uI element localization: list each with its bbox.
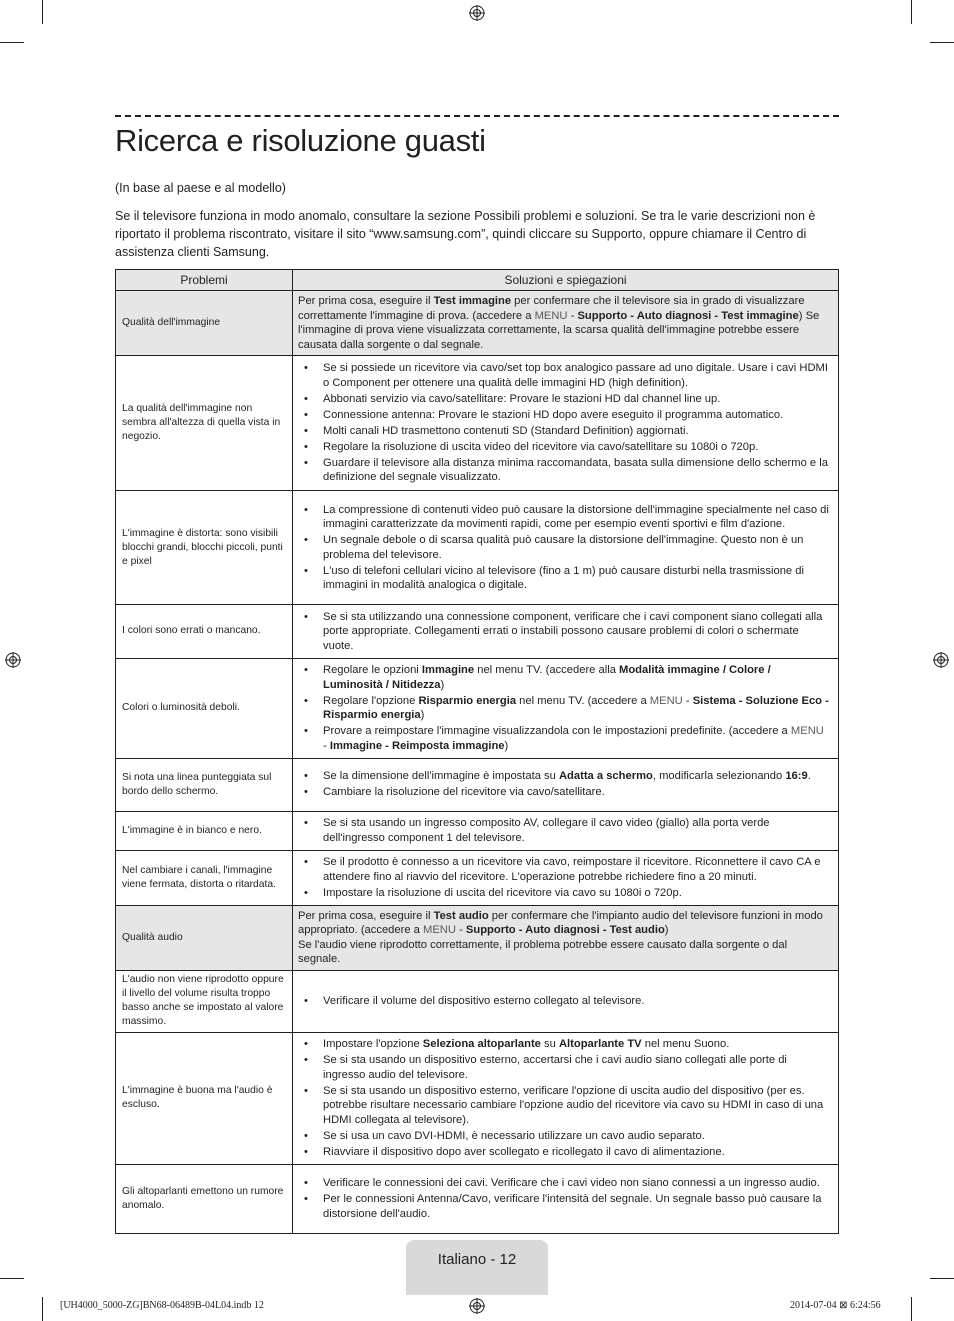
header-solutions: Soluzioni e spiegazioni xyxy=(293,270,839,291)
text-run: ) xyxy=(420,709,425,721)
table-row xyxy=(116,1164,839,1233)
text-run: Verificare le connessioni dei cavi. Verificare che i cavi video non siano connessi a un ingresso audio. xyxy=(323,1177,820,1189)
text-run: Impostare la risoluzione di uscita del ricevitore via cavo su 1080i o 720p. xyxy=(323,886,682,899)
crop-mark xyxy=(930,42,954,43)
text-run: Regolare le opzioni xyxy=(323,664,422,676)
text-run: Se si sta usando un ingresso composito AV, collegare il cavo video (giallo) alla porta verde dell'ingresso component 1 del televisore. xyxy=(323,817,770,844)
bold-term: Immagine xyxy=(421,664,475,676)
registration-mark-icon xyxy=(5,652,21,668)
text-run: nel menu TV. (accedere a xyxy=(516,694,650,707)
text-run: per confermare che l'impianto audio del televisore funzioni in modo appropriato. (accedere a xyxy=(298,909,823,936)
solution-item xyxy=(298,564,830,593)
solution-cell xyxy=(293,658,839,758)
text-run: , modificarla selezionando xyxy=(652,770,786,783)
problem-cell: L'immagine è in bianco e nero. xyxy=(116,811,293,850)
table-body xyxy=(116,291,839,1234)
bold-term: Supporto - Auto diagnosi - Test audio xyxy=(465,924,665,936)
table-row xyxy=(116,291,839,356)
table-row xyxy=(116,356,839,491)
solution-item xyxy=(298,663,830,692)
title-divider xyxy=(115,115,839,117)
availability-note: (In base al paese e al modello) xyxy=(115,181,286,195)
text-run: - xyxy=(682,694,693,707)
crop-mark xyxy=(911,0,912,24)
text-run: ) xyxy=(664,924,669,936)
crop-mark xyxy=(42,0,43,24)
bold-term: Adatta a schermo xyxy=(558,770,653,783)
crop-mark xyxy=(930,1278,954,1279)
solution-list xyxy=(298,855,830,900)
solution-item xyxy=(298,1192,830,1221)
problem-cell: Qualità dell'immagine xyxy=(116,291,293,356)
bold-term: Seleziona altoparlante xyxy=(422,1038,541,1050)
text-run: Se la dimensione dell'immagine è impostata su xyxy=(323,770,559,783)
registration-mark-icon xyxy=(469,5,485,21)
solution-cell xyxy=(293,291,839,356)
solution-cell xyxy=(293,905,839,970)
text-run: - xyxy=(567,309,578,322)
text-run: Guardare il televisore alla distanza minima raccomandata, basata sulla dimensione dello schermo e la definizione del segnale visualizzato. xyxy=(323,456,828,484)
table-row xyxy=(116,1032,839,1164)
text-run: Un segnale debole o di scarsa qualità può causare la distorsione dell'immagine. Questo non è un problema del televisore. xyxy=(323,534,804,561)
text-run: Se si usa un cavo DVI-HDMI, è necessario utilizzare un cavo audio separato. xyxy=(323,1129,705,1142)
file-info: [UH4000_5000-ZG]BN68-06489B-04L04.indb 12 xyxy=(60,1300,264,1311)
text-run: La compressione di contenuti video può causare la distorsione dell'immagine specialmente nel caso di immagini caratterizzate da movimenti rapidi, come per esempio eventi sportivi e film d'azione. xyxy=(323,503,829,530)
text-run: Riavviare il dispositivo dopo aver scollegato e ricollegato il cavo di alimentazione. xyxy=(323,1145,725,1158)
solution-item xyxy=(298,769,830,784)
intro-paragraph: Se il televisore funziona in modo anomalo, consultare la sezione Possibili problemi e soluzioni. Se tra le varie descrizioni non è riportato il problema riscontrato, visitare il sito “www.samsung.com”, quindi cliccare su Supporto, oppure chiamare il Centro di assistenza clienti Samsung. xyxy=(115,209,816,259)
text-run: ) xyxy=(440,678,445,691)
solution-item xyxy=(298,1129,830,1144)
solution-item xyxy=(298,533,830,562)
text-run: nel menu Suono. xyxy=(641,1038,730,1050)
header-problems: Problemi xyxy=(116,270,293,291)
solution-item xyxy=(298,1176,830,1191)
text-run: Per le connessioni Antenna/Cavo, verificare l'intensità del segnale. Un segnale basso può causare la distorsione dell'audio. xyxy=(323,1193,822,1220)
solution-paragraph xyxy=(298,294,830,352)
text-run: Abbonati servizio via cavo/satellitare: Provare le stazioni HD dal channel line up. xyxy=(323,392,721,405)
solution-item xyxy=(298,994,830,1009)
solution-cell xyxy=(293,1164,839,1233)
text-run: Per prima cosa, eseguire il xyxy=(298,295,434,307)
text-run: Verificare il volume del dispositivo esterno collegato al televisore. xyxy=(323,994,645,1007)
crop-mark xyxy=(911,1297,912,1321)
text-run: Regolare l'opzione xyxy=(323,694,419,707)
text-run: - xyxy=(455,924,466,936)
menu-key: MENU xyxy=(790,725,824,737)
problem-cell: L'audio non viene riprodotto oppure il livello del volume risulta troppo basso anche se impostato al valore massimo. xyxy=(116,970,293,1032)
text-run: Cambiare la risoluzione del ricevitore via cavo/satellitare. xyxy=(323,786,605,799)
text-run: Se l'audio viene riprodotto correttamente, il problema potrebbe essere causato dalla sorgente o dal segnale. xyxy=(298,938,788,965)
text-run: ) xyxy=(504,739,509,752)
solution-cell xyxy=(293,1032,839,1164)
solution-item xyxy=(298,408,830,423)
solution-list xyxy=(298,361,830,485)
text-run: Se si sta usando un dispositivo esterno, accertarsi che i cavi audio siano collegati alle porte di ingresso audio del televisore. xyxy=(323,1054,787,1081)
solution-item xyxy=(298,1084,830,1128)
solution-list xyxy=(298,1176,830,1221)
problem-cell: Nel cambiare i canali, l'immagine viene fermata, distorta o ritardata. xyxy=(116,850,293,905)
solution-cell xyxy=(293,605,839,659)
text-run: ) Se l'immagine di prova viene visualizzata correttamente, la scarsa qualità dell'immagine potrebbe essere causata dalla sorgente o dal segnale. xyxy=(298,309,820,351)
table-row xyxy=(116,605,839,659)
text-run: Molti canali HD trasmettono contenuti SD (Standard Definition) aggiornati. xyxy=(323,424,689,437)
table-row xyxy=(116,811,839,850)
solution-item xyxy=(298,816,830,845)
solution-list xyxy=(298,816,830,845)
text-run: - xyxy=(323,739,330,752)
solution-item xyxy=(298,456,830,485)
table-header-row xyxy=(116,270,839,291)
crop-mark xyxy=(42,1297,43,1321)
solution-item xyxy=(298,694,830,723)
text-run: Per prima cosa, eseguire il xyxy=(298,909,434,922)
solution-item xyxy=(298,610,830,654)
registration-mark-icon xyxy=(933,652,949,668)
solution-cell xyxy=(293,491,839,605)
text-run: Provare a reimpostare l'immagine visualizzandola con le impostazioni predefinite. (accedere a xyxy=(323,725,791,737)
solution-item xyxy=(298,855,830,884)
menu-key: MENU xyxy=(423,924,456,936)
text-run: Regolare la risoluzione di uscita video del ricevitore via cavo/satellitare su 1080i o 720p. xyxy=(323,440,759,453)
menu-key: MENU xyxy=(534,309,568,322)
solution-list xyxy=(298,1037,830,1159)
bold-term: Test audio xyxy=(433,909,489,922)
solution-item xyxy=(298,440,830,455)
bold-term: Altoparlante TV xyxy=(558,1038,642,1050)
solution-cell xyxy=(293,811,839,850)
solution-cell xyxy=(293,356,839,491)
text-run: per confermare che il televisore sia in grado di visualizzare correttamente l'immagine di prova. (accedere a xyxy=(298,295,805,322)
solution-item xyxy=(298,424,830,439)
solution-paragraph xyxy=(298,938,830,967)
solution-cell xyxy=(293,970,839,1032)
table-row xyxy=(116,970,839,1032)
text-run: Se si sta utilizzando una connessione component, verificare che i cavi component siano collegati alla porte appropriate. Collegamenti errati o instabili possono causare problemi di colori o schermate vuote. xyxy=(323,610,823,652)
solution-item xyxy=(298,1053,830,1082)
solution-item xyxy=(298,724,830,753)
text-run: L'uso di telefoni cellulari vicino al televisore (fino a 1 m) può causare disturbi nella trasmissione di immagini in modalità analogica o digitale. xyxy=(323,564,804,591)
crop-mark xyxy=(0,42,24,43)
text-run: . xyxy=(807,770,811,783)
page-title: Ricerca e risoluzione guasti xyxy=(115,123,486,158)
bold-term: Immagine - Reimposta immagine xyxy=(329,739,505,752)
problem-cell: Colori o luminosità deboli. xyxy=(116,658,293,758)
table-row xyxy=(116,758,839,811)
solution-list xyxy=(298,503,830,593)
solution-paragraph xyxy=(298,909,830,938)
solution-item xyxy=(298,361,830,390)
text-run: nel menu TV. (accedere alla xyxy=(474,664,620,676)
solution-item xyxy=(298,886,830,901)
print-timestamp: 2014-07-04 ⊠ 6:24:56 xyxy=(790,1300,881,1311)
page-number-tab: Italiano - 12 xyxy=(406,1240,548,1295)
problem-cell: La qualità dell'immagine non sembra all'altezza di quella vista in negozio. xyxy=(116,356,293,491)
solution-list xyxy=(298,610,830,654)
solution-list xyxy=(298,663,830,753)
bold-term: Test immagine xyxy=(433,295,512,307)
solution-cell xyxy=(293,758,839,811)
text-run: su xyxy=(540,1038,559,1050)
text-run: Se si sta usando un dispositivo esterno, verificare l'opzione di uscita audio del dispositivo (per es. potrebbe risultare necessario cambiare l'opzione audio del ricevitore via cavo su HDMI in caso di una HDMI collegata al televisore). xyxy=(323,1084,824,1126)
solution-list xyxy=(298,994,830,1009)
text-run: Connessione antenna: Provare le stazioni HD dopo avere eseguito il programma automatico. xyxy=(323,408,784,421)
bold-term: Supporto - Auto diagnosi - Test immagine xyxy=(577,309,799,322)
solution-cell xyxy=(293,850,839,905)
crop-mark xyxy=(0,1278,24,1279)
troubleshooting-table xyxy=(115,269,839,1234)
solution-item xyxy=(298,1037,830,1052)
problem-cell: L'immagine è buona ma l'audio è escluso. xyxy=(116,1032,293,1164)
solution-list xyxy=(298,769,830,800)
problem-cell: Gli altoparlanti emettono un rumore anomalo. xyxy=(116,1164,293,1233)
bold-term: Modalità immagine / Colore / Luminosità / Nitidezza xyxy=(323,664,771,691)
solution-item xyxy=(298,785,830,800)
menu-key: MENU xyxy=(649,694,683,707)
problem-cell: Si nota una linea punteggiata sul bordo dello schermo. xyxy=(116,758,293,811)
table-row xyxy=(116,658,839,758)
problem-cell: L'immagine è distorta: sono visibili blocchi grandi, blocchi piccoli, punti e pixel xyxy=(116,491,293,605)
text-run: Impostare l'opzione xyxy=(323,1038,423,1050)
text-run: Se il prodotto è connesso a un ricevitore via cavo, reimpostare il ricevitore. Riconnettere il cavo CA e attendere fino al riavvio del ricevitore. L'operazione potrebbe richiedere fino a 20 minuti. xyxy=(323,856,821,883)
table-row xyxy=(116,491,839,605)
registration-mark-icon xyxy=(469,1298,485,1314)
table-row xyxy=(116,905,839,970)
bold-term: Sistema - Soluzione Eco - Risparmio energia xyxy=(323,694,829,721)
solution-item xyxy=(298,1145,830,1160)
table-row xyxy=(116,850,839,905)
solution-item xyxy=(298,392,830,407)
text-run: Se si possiede un ricevitore via cavo/set top box analogico passare ad uno digitale. Usare i cavi HDMI o Component per ottenere una qualità delle immagini HD (high definition). xyxy=(323,362,828,389)
bold-term: Risparmio energia xyxy=(418,694,517,707)
problem-cell: Qualità audio xyxy=(116,905,293,970)
solution-item xyxy=(298,503,830,532)
problem-cell: I colori sono errati o mancano. xyxy=(116,605,293,659)
bold-term: 16:9 xyxy=(785,770,808,783)
